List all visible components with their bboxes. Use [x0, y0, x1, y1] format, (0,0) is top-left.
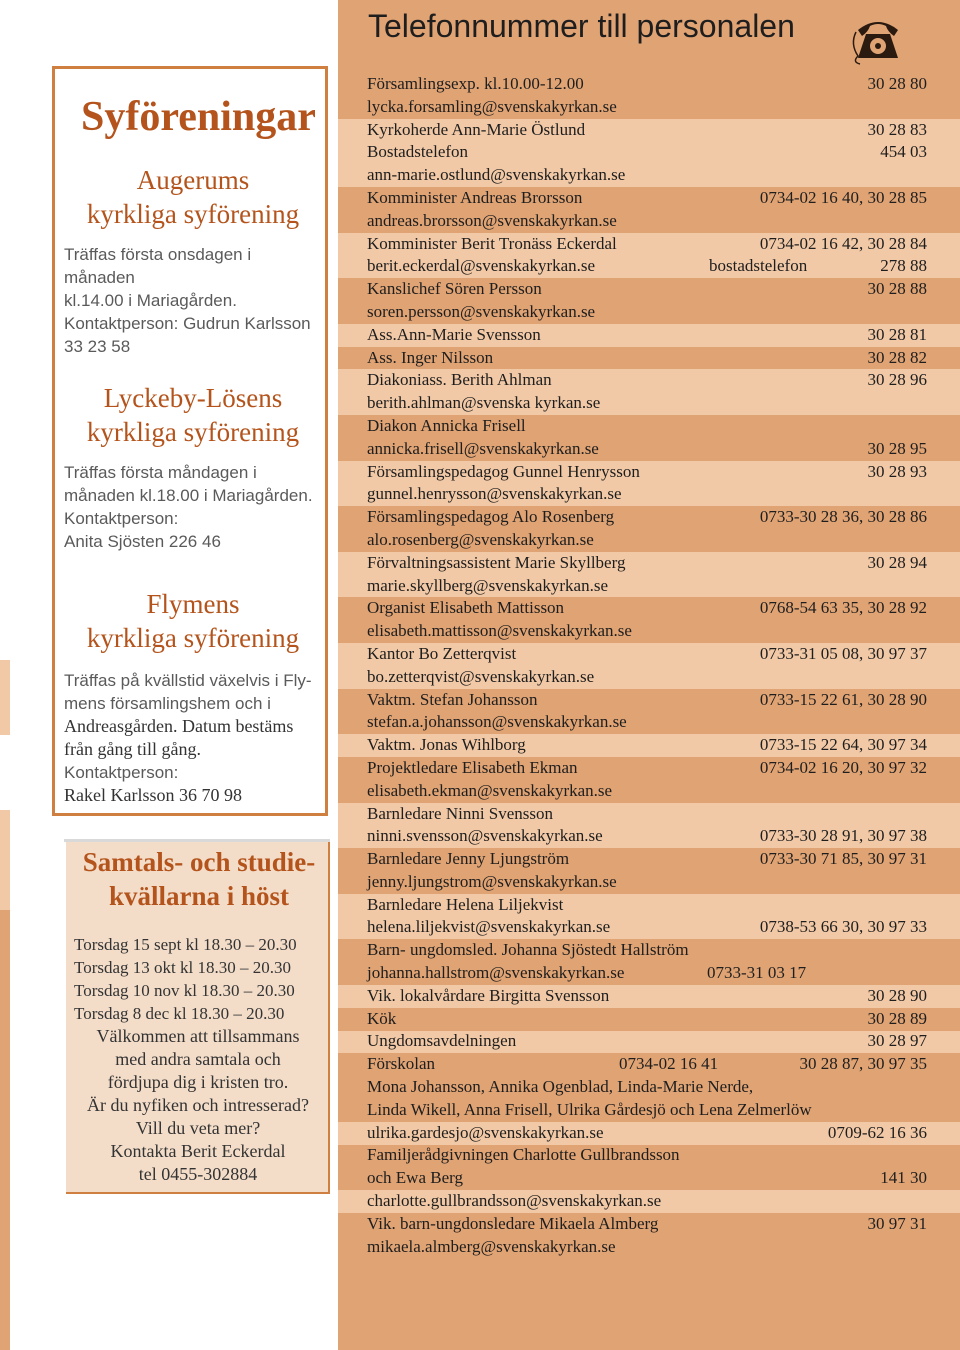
text-line: Är du nyfiken och intresserad?: [87, 1095, 309, 1115]
entry-phone: 141 30: [880, 1168, 927, 1188]
entry-label: Förskolan: [367, 1054, 435, 1074]
phone-entry: [367, 689, 927, 712]
entry-label: Ass.Ann-Marie Svensson: [367, 324, 541, 344]
group-info-line: från gång till gång.: [64, 739, 201, 759]
phone-entry: [367, 1190, 927, 1213]
entry-label: Organist Elisabeth Mattisson: [367, 598, 565, 618]
entry-phone: 30 28 87, 30 97 35: [799, 1054, 927, 1074]
entry-label: Vaktm. Jonas Wihlborg: [367, 735, 526, 755]
group-info-line: Kontaktperson: Gudrun Karlsson: [64, 314, 311, 333]
group-info-line: mens församlingshem och i: [64, 694, 271, 713]
text-line: med andra samtala och: [115, 1049, 281, 1069]
entry-label: Projektledare Elisabeth Ekman: [367, 757, 578, 777]
entry-label: stefan.a.johansson@svenskakyrkan.se: [367, 712, 627, 732]
entry-phone: 30 28 82: [867, 347, 927, 367]
phone-entry: [367, 438, 927, 461]
entry-label: berit.eckerdal@svenskakyrkan.se: [367, 256, 596, 276]
phone-entry: [367, 415, 927, 438]
phone-entry: [367, 1030, 927, 1053]
text-line: fördjupa dig i kristen tro.: [107, 1072, 289, 1092]
entry-label: alo.rosenberg@svenskakyrkan.se: [367, 529, 594, 549]
date-item: Torsdag 10 nov kl 18.30 – 20.30: [74, 981, 295, 1000]
phone-entry: [367, 233, 927, 256]
phone-entry: [367, 96, 927, 119]
entry-label: Kantor Bo Zetterqvist: [367, 643, 517, 663]
entry-label: bo.zetterqvist@svenskakyrkan.se: [367, 666, 595, 686]
phone-entry: [367, 1167, 927, 1190]
entry-label: jenny.ljungstrom@svenskakyrkan.se: [367, 871, 617, 891]
phone-entries: [367, 73, 927, 1258]
phone-entry: [367, 1076, 927, 1099]
entry-phone: 30 28 88: [867, 279, 927, 299]
entry-label: ulrika.gardesjo@svenskakyrkan.se: [367, 1122, 604, 1142]
date-item: Torsdag 15 sept kl 18.30 – 20.30: [74, 935, 297, 954]
entry-label: soren.persson@svenskakyrkan.se: [367, 301, 596, 321]
phone-entry: [367, 278, 927, 301]
entry-phone: 0733-30 71 85, 30 97 31: [759, 849, 927, 869]
group-info-line: Träffas på kvällstid växelvis i Fly-: [64, 671, 312, 690]
entry-label: berith.ahlman@svenska kyrkan.se: [367, 393, 601, 413]
phone-entry: [367, 825, 927, 848]
group-name: [64, 381, 322, 449]
phone-entry: [367, 1008, 927, 1031]
entry-phone: 30 28 97: [867, 1031, 927, 1051]
group-name-line: Flymens: [146, 589, 240, 619]
entry-phone: 30 28 95: [867, 438, 927, 458]
phone-list-title: Telefonnummer till personalen: [368, 8, 795, 44]
title-line: kvällarna i höst: [108, 881, 290, 911]
entry-phone: 30 28 93: [867, 461, 927, 481]
entry-label: johanna.hallstrom@svenskakyrkan.se: [367, 963, 625, 983]
entry-phone: 0733-30 28 36, 30 28 86: [759, 507, 927, 527]
phone-entry: [367, 324, 927, 347]
entry-label: mikaela.almberg@svenskakyrkan.se: [367, 1236, 616, 1256]
sewing-group-lyckeby-losen: [64, 381, 322, 553]
entry-label: Komminister Berit Tronäss Eckerdal: [367, 233, 617, 253]
entry-extra: 0734-02 16 41: [619, 1054, 719, 1074]
title-line: Samtals- och studie-: [82, 847, 316, 877]
group-info-line: Anita Sjösten 226 46: [64, 532, 221, 551]
entry-extra: 0733-31 03 17: [707, 963, 807, 983]
phone-entry: [367, 803, 927, 826]
phone-entry: [367, 301, 927, 324]
entry-label: Kanslichef Sören Persson: [367, 279, 542, 299]
entry-phone: 30 97 31: [867, 1213, 927, 1233]
phone-entry: [367, 939, 927, 962]
entry-label: Församlingsexp. kl.10.00-12.00: [367, 74, 584, 93]
entry-extra: bostadstelefon: [709, 256, 808, 276]
phone-entry: [367, 848, 927, 871]
entry-phone: 30 28 96: [867, 370, 927, 390]
entry-phone: 0733-30 28 91, 30 97 38: [759, 826, 927, 846]
phone-entry: [367, 506, 927, 529]
group-info-line: Kontaktperson:: [64, 763, 179, 782]
phone-entry: [367, 1236, 927, 1259]
edge-decoration: [0, 660, 10, 735]
phone-entry: [367, 73, 927, 96]
entry-label: Mona Johansson, Annika Ogenblad, Linda-Marie Nerde,: [367, 1077, 754, 1097]
entry-phone: 30 28 89: [867, 1008, 927, 1028]
phone-entry: [367, 392, 927, 415]
telephone-icon: [848, 10, 908, 66]
entry-phone: 0734-02 16 42, 30 28 84: [759, 233, 927, 253]
entry-phone: 0733-31 05 08, 30 97 37: [759, 643, 927, 663]
entry-label: gunnel.henrysson@svenskakyrkan.se: [367, 484, 622, 504]
phone-entry: [367, 255, 927, 278]
phone-entry: [367, 141, 927, 164]
group-info-line: Andreasgården. Datum bestäms: [64, 716, 294, 736]
phone-entry: [367, 369, 927, 392]
edge-decoration: [0, 735, 10, 810]
text-line: Välkommen att tillsammans: [96, 1026, 300, 1046]
entry-label: Barnledare Jenny Ljungström: [367, 849, 570, 869]
sewing-group-flymen: [64, 587, 322, 807]
entry-phone: 278 88: [880, 256, 927, 276]
phone-entry: [367, 1122, 927, 1145]
entry-label: Diakon Annicka Frisell: [367, 415, 526, 435]
phone-entry: [367, 1099, 927, 1122]
phone-entry: [367, 347, 927, 370]
phone-entry: [367, 483, 927, 506]
phone-entry: [367, 575, 927, 598]
group-name: [64, 587, 322, 655]
entry-label: lycka.forsamling@svenskakyrkan.se: [367, 96, 617, 116]
group-name-line: kyrkliga syförening: [86, 417, 300, 447]
entry-label: Församlingspedagog Alo Rosenberg: [367, 507, 615, 527]
phone-entry: [367, 1144, 927, 1167]
phone-entry: [367, 916, 927, 939]
dates-list: [74, 933, 297, 1025]
phone-entry: [367, 210, 927, 233]
entry-phone: 0738-53 66 30, 30 97 33: [759, 917, 927, 937]
entry-phone: 0733-15 22 61, 30 28 90: [759, 689, 927, 709]
phone-entry: [367, 529, 927, 552]
group-info-line: kl.14.00 i Mariagården.: [64, 291, 237, 310]
entry-phone: 454 03: [880, 142, 927, 162]
phone-entry: [367, 552, 927, 575]
phone-entry: [367, 643, 927, 666]
entry-phone: 30 28 90: [867, 985, 927, 1005]
entry-label: Diakoniass. Berith Ahlman: [367, 370, 552, 390]
phone-entry: [367, 894, 927, 917]
entry-label: Ass. Inger Nilsson: [367, 347, 494, 367]
study-evenings-box: [66, 839, 330, 1194]
phone-entry: [367, 711, 927, 734]
entry-label: elisabeth.mattisson@svenskakyrkan.se: [367, 621, 632, 641]
group-info-line: Kontaktperson:: [64, 509, 179, 528]
entry-label: ninni.svensson@svenskakyrkan.se: [367, 826, 603, 846]
phone-entry: [367, 985, 927, 1008]
entry-label: Bostadstelefon: [367, 142, 469, 162]
date-item: Torsdag 13 okt kl 18.30 – 20.30: [74, 958, 291, 977]
phone-entry: [367, 780, 927, 803]
group-info-line: Träffas första onsdagen i månaden: [64, 245, 252, 287]
phone-entry: [367, 597, 927, 620]
sewing-group-augerum: [64, 163, 322, 358]
entry-phone: 30 28 94: [867, 552, 927, 572]
phone-entry: [367, 1213, 927, 1236]
entry-label: Vik. lokalvårdare Birgitta Svensson: [367, 985, 610, 1005]
phone-entry: [367, 871, 927, 894]
phone-entry: [367, 734, 927, 757]
syforeningar-title: Syföreningar: [81, 94, 316, 140]
entry-label: charlotte.gullbrandsson@svenskakyrkan.se: [367, 1191, 662, 1211]
edge-decoration: [0, 810, 10, 910]
entry-label: Församlingspedagog Gunnel Henrysson: [367, 461, 640, 481]
entry-phone: 30 28 83: [867, 119, 927, 139]
entry-label: Förvaltningsassistent Marie Skyllberg: [367, 552, 626, 572]
entry-phone: 0734-02 16 20, 30 97 32: [759, 757, 927, 777]
group-info-line: månaden kl.18.00 i Mariagården.: [64, 486, 313, 505]
group-info-line: Träffas första måndagen i: [64, 463, 257, 482]
group-name-line: kyrkliga syförening: [86, 199, 300, 229]
text-line: Kontakta Berit Eckerdal: [110, 1141, 286, 1161]
group-info-line: 33 23 58: [64, 337, 131, 356]
entry-label: och Ewa Berg: [367, 1168, 463, 1188]
entry-label: Kök: [367, 1008, 397, 1028]
entry-label: Vaktm. Stefan Johansson: [367, 689, 538, 709]
entry-phone: 30 28 80: [867, 74, 927, 93]
phone-entry: [367, 1053, 927, 1076]
edge-decoration: [0, 910, 10, 1350]
entry-label: Linda Wikell, Anna Frisell, Ulrika Gårdesjö och Lena Zelmerlöw: [367, 1099, 812, 1119]
phone-entry: [367, 164, 927, 187]
phone-entry: [367, 119, 927, 142]
entry-label: helena.liljekvist@svenskakyrkan.se: [367, 917, 611, 937]
staff-phone-panel: [338, 0, 960, 1350]
study-evenings-text: [66, 1025, 330, 1186]
entry-label: elisabeth.ekman@svenskakyrkan.se: [367, 780, 613, 800]
group-name-line: Augerums: [136, 165, 250, 195]
entry-phone: 0734-02 16 40, 30 28 85: [759, 187, 927, 207]
entry-phone: 0733-15 22 64, 30 97 34: [759, 735, 927, 755]
entry-label: Barnledare Ninni Svensson: [367, 803, 554, 823]
phone-entry: [367, 666, 927, 689]
study-evenings-title: [66, 845, 332, 913]
phone-entry: [367, 187, 927, 210]
entry-label: Vik. barn-ungdonsledare Mikaela Almberg: [367, 1213, 659, 1233]
group-name-line: kyrkliga syförening: [86, 623, 300, 653]
entry-label: ann-marie.ostlund@svenskakyrkan.se: [367, 165, 626, 185]
phone-entry: [367, 757, 927, 780]
entry-label: annicka.frisell@svenskakyrkan.se: [367, 438, 599, 458]
phone-entry: [367, 461, 927, 484]
phone-entry: [367, 962, 927, 985]
group-info-line: Rakel Karlsson 36 70 98: [64, 785, 242, 805]
phone-entry: [367, 620, 927, 643]
entry-phone: 30 28 81: [867, 324, 927, 344]
entry-label: Komminister Andreas Brorsson: [367, 187, 583, 207]
text-line: tel 0455-302884: [138, 1164, 258, 1184]
entry-label: Kyrkoherde Ann-Marie Östlund: [367, 119, 586, 139]
group-name: [64, 163, 322, 231]
entry-phone: 0768-54 63 35, 30 28 92: [759, 598, 927, 618]
entry-label: Barn- ungdomsled. Johanna Sjöstedt Hallström: [367, 940, 689, 960]
entry-label: Familjerådgivningen Charlotte Gullbrandsson: [367, 1145, 680, 1165]
entry-label: andreas.brorsson@svenskakyrkan.se: [367, 210, 617, 230]
date-item: Torsdag 8 dec kl 18.30 – 20.30: [74, 1004, 285, 1023]
text-line: Vill du veta mer?: [135, 1118, 261, 1138]
entry-phone: 0709-62 16 36: [827, 1122, 927, 1142]
entry-label: marie.skyllberg@svenskakyrkan.se: [367, 575, 609, 595]
entry-label: Ungdomsavdelningen: [367, 1031, 517, 1051]
syforeningar-box: [52, 66, 328, 816]
group-name-line: Lyckeby-Lösens: [103, 383, 283, 413]
entry-label: Barnledare Helena Liljekvist: [367, 894, 564, 914]
